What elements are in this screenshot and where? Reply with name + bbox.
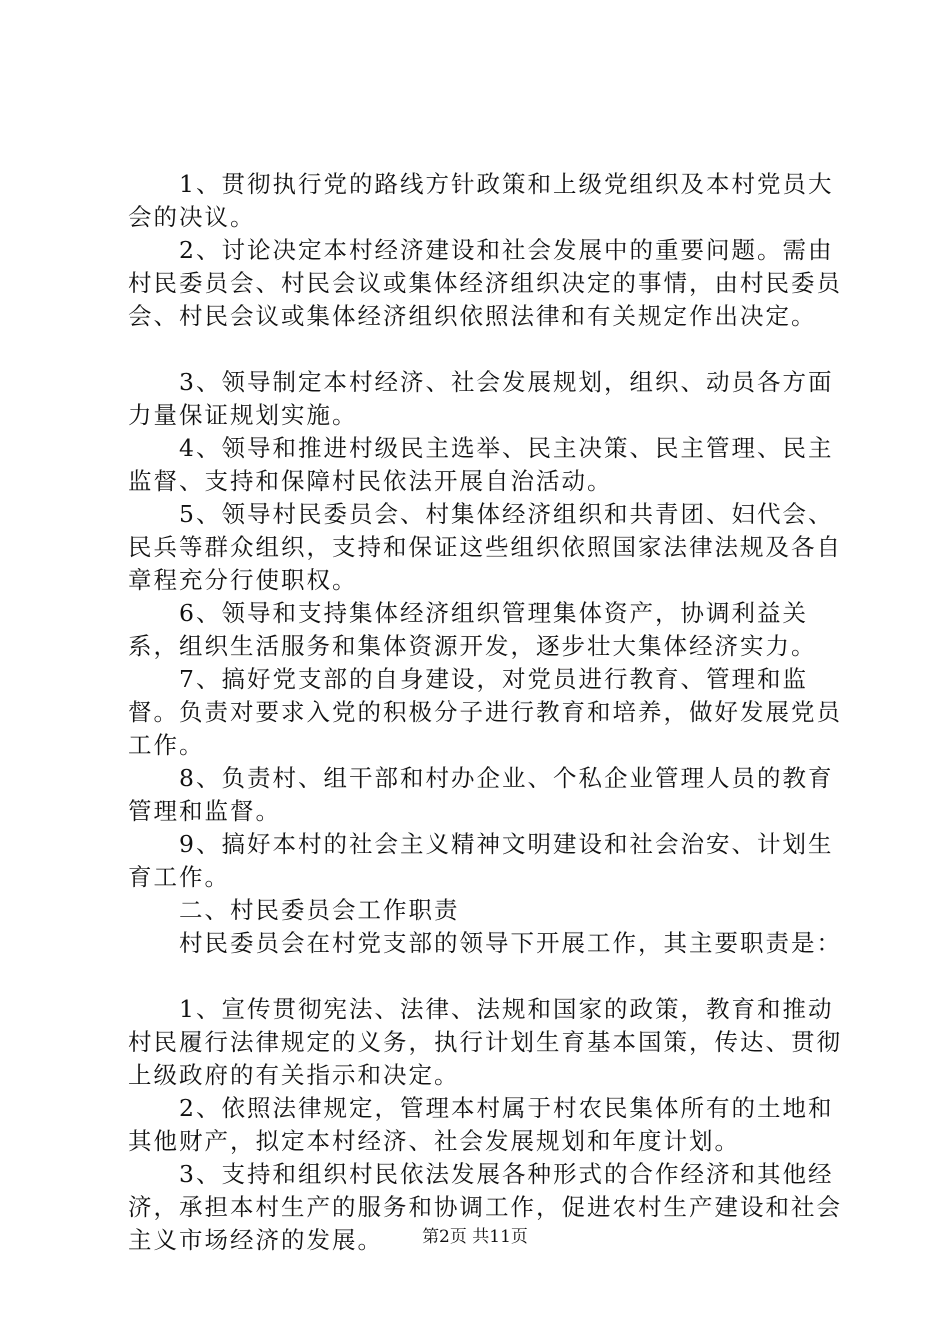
paragraph-committee-duty-2: 2、依照法律规定，管理本村属于村农民集体所有的土地和其他财产，拟定本村经济、社会发展规划和年度计划。 (128, 1094, 834, 1155)
paragraph-committee-intro: 村民委员会在村党支部的领导下开展工作，其主要职责是： (179, 929, 842, 957)
document-body (128, 168, 858, 1257)
paragraph-party-duty-3: 3、领导制定本村经济、社会发展规划，组织、动员各方面力量保证规划实施。 (128, 368, 834, 429)
page-number-footer: 第2页 共11页 (422, 1227, 528, 1247)
paragraph-party-duty-9: 9、搞好本村的社会主义精神文明建设和社会治安、计划生育工作。 (128, 830, 834, 891)
paragraph-party-duty-4: 4、领导和推进村级民主选举、民主决策、民主管理、民主监督、支持和保障村民依法开展自治活动。 (128, 434, 834, 495)
paragraph-party-duty-7: 7、搞好党支部的自身建设，对党员进行教育、管理和监督。负责对要求入党的积极分子进行教育和培养，做好发展党员工作。 (128, 665, 842, 759)
paragraph-committee-duty-1: 1、宣传贯彻宪法、法律、法规和国家的政策，教育和推动村民履行法律规定的义务，执行计划生育基本国策，传达、贯彻上级政府的有关指示和决定。 (128, 995, 842, 1089)
paragraph-party-duty-5: 5、领导村民委员会、村集体经济组织和共青团、妇代会、民兵等群众组织，支持和保证这些组织依照国家法律法规及各自章程充分行使职权。 (128, 500, 842, 594)
paragraph-committee-duty-3: 3、支持和组织村民依法发展各种形式的合作经济和其他经济，承担本村生产的服务和协调工作，促进农村生产建设和社会主义市场经济的发展。 (128, 1160, 842, 1254)
paragraph-party-duty-6: 6、领导和支持集体经济组织管理集体资产，协调利益关系，组织生活服务和集体资源开发，逐步壮大集体经济实力。 (128, 599, 817, 660)
paragraph-party-duty-1: 1、贯彻执行党的路线方针政策和上级党组织及本村党员大会的决议。 (128, 170, 834, 231)
section-heading-villagers-committee: 二、村民委员会工作职责 (179, 896, 460, 924)
paragraph-party-duty-8: 8、负责村、组干部和村办企业、个私企业管理人员的教育管理和监督。 (128, 764, 834, 825)
paragraph-party-duty-2: 2、讨论决定本村经济建设和社会发展中的重要问题。需由村民委员会、村民会议或集体经济组织决定的事情，由村民委员会、村民会议或集体经济组织依照法律和有关规定作出决定。 (128, 236, 842, 330)
